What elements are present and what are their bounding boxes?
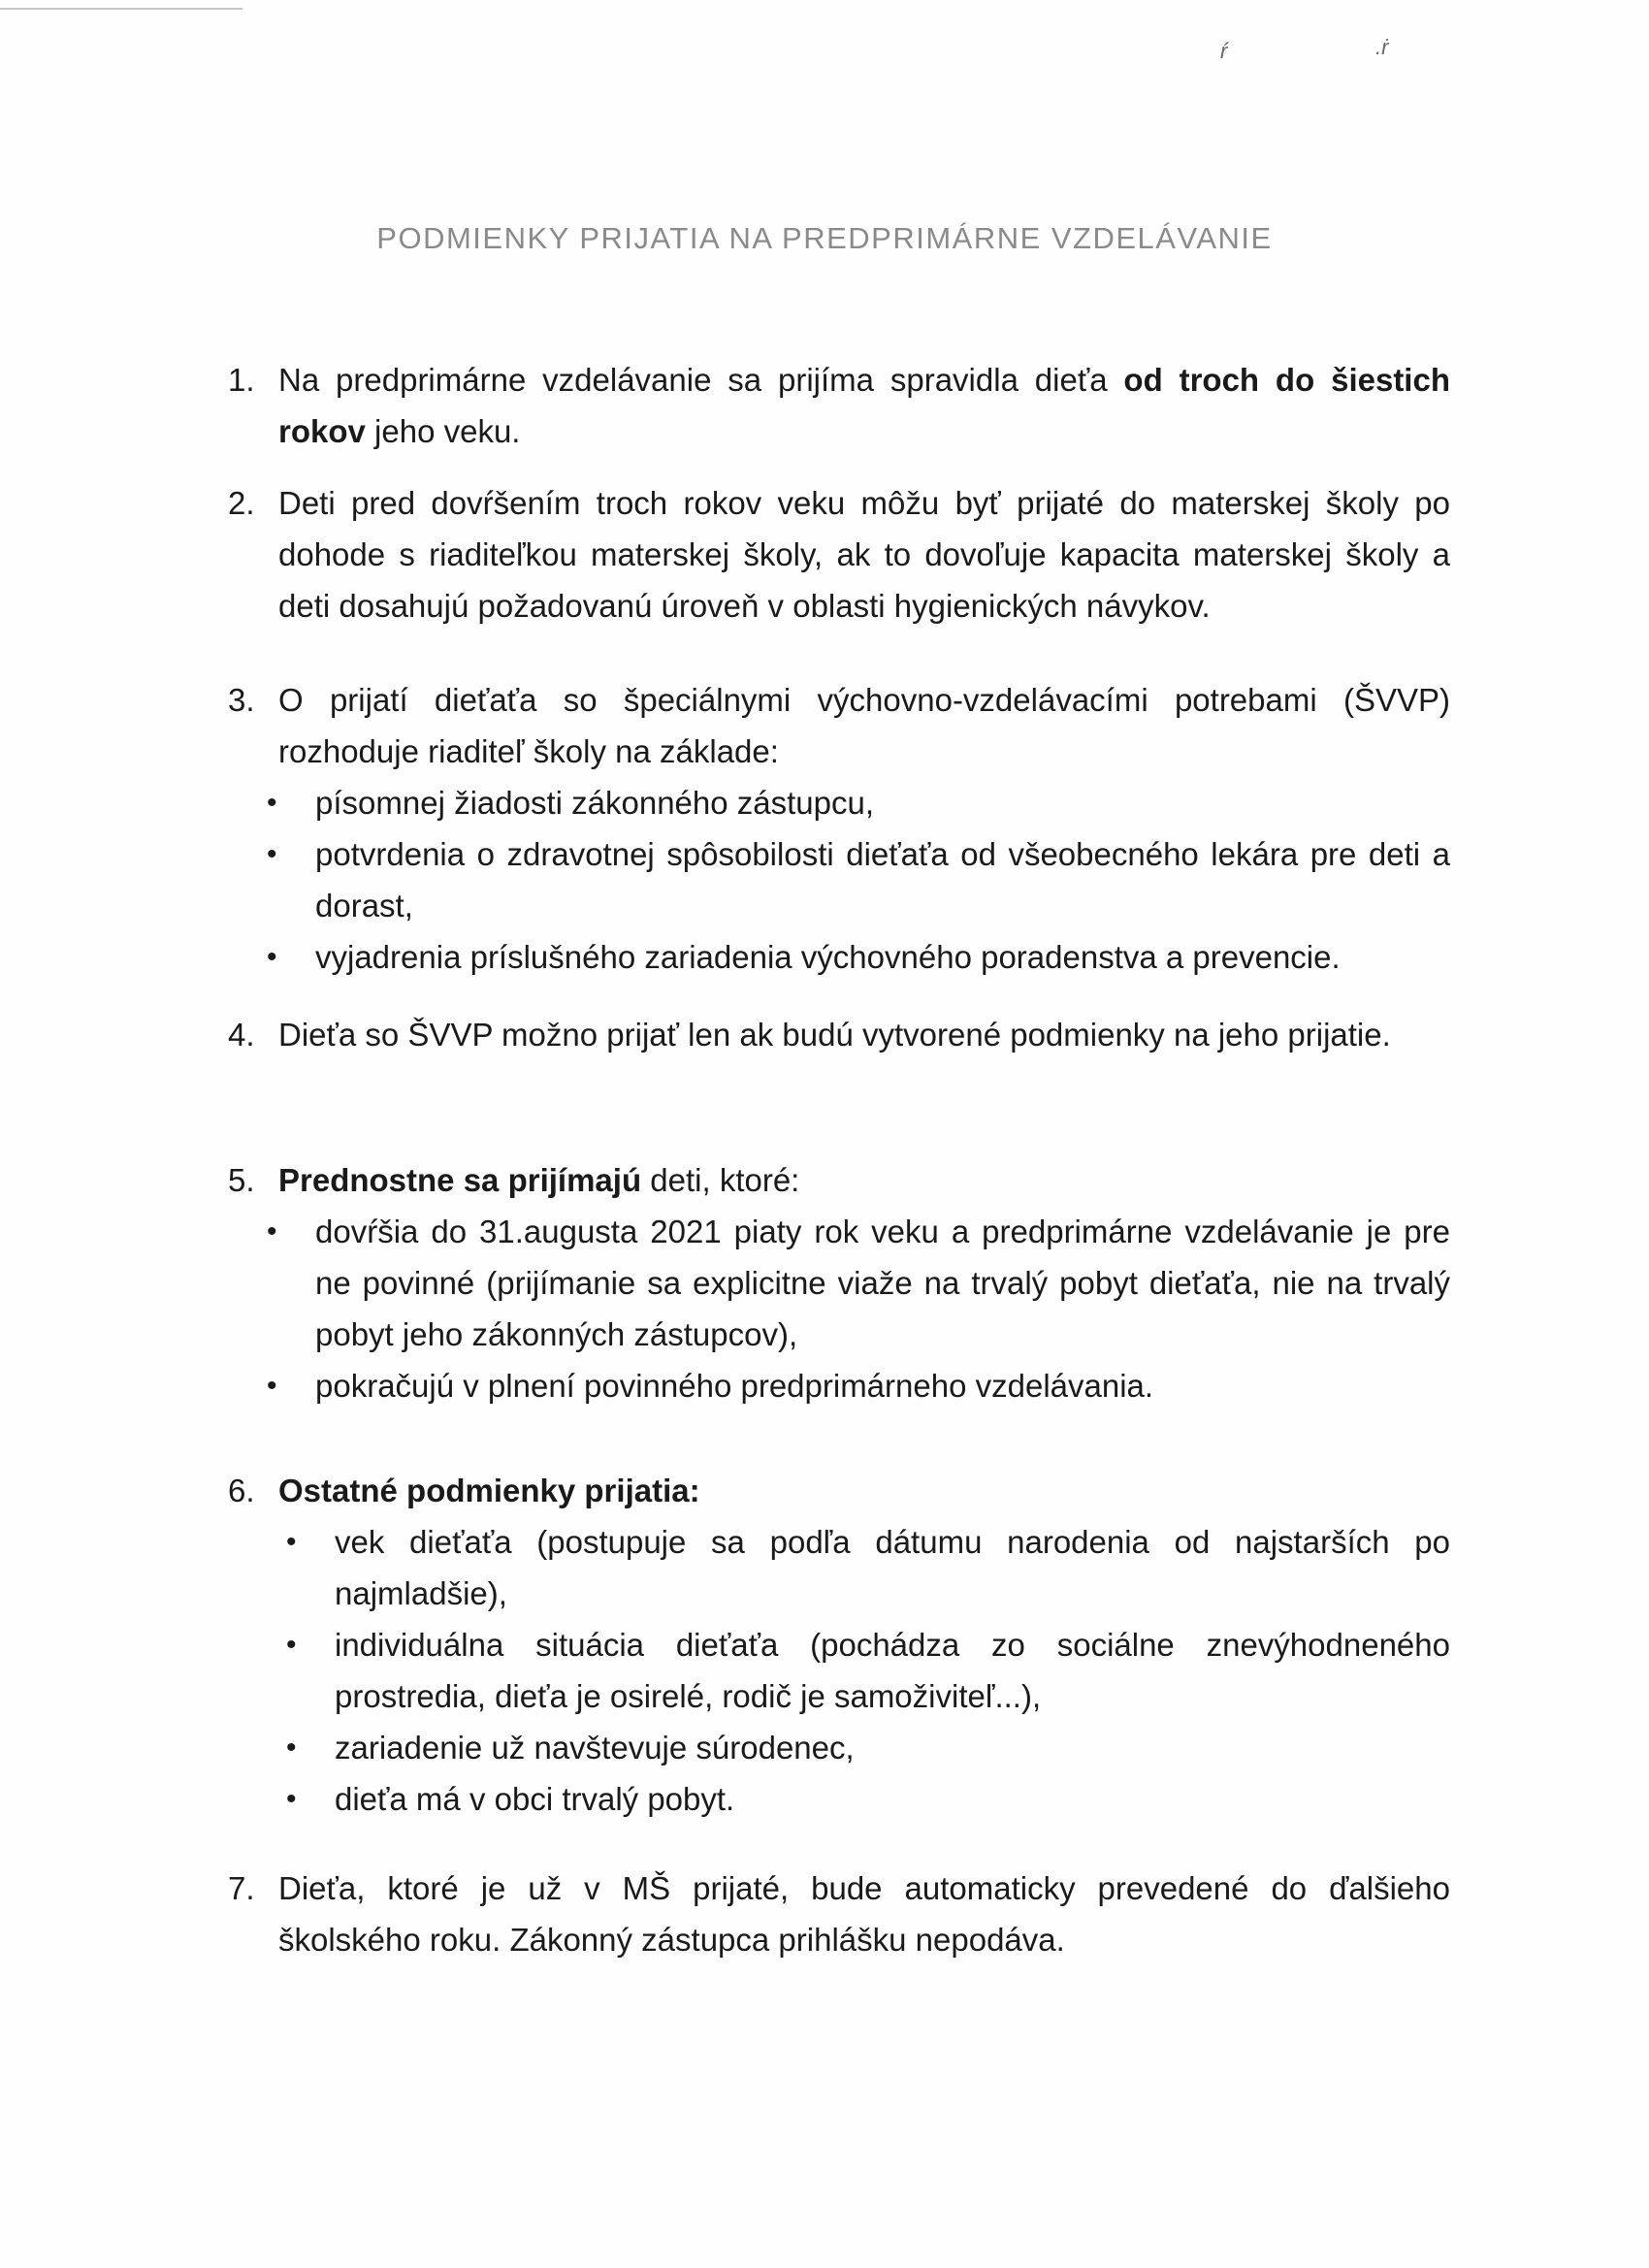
- item-text: Dieťa, ktoré je už v MŠ prijaté, bude automaticky prevedené do ďalšieho školského roku. Zákonný zástupca prihlášku nepodáva.: [278, 1870, 1450, 1958]
- item-number: 4.: [228, 1017, 255, 1053]
- list-item-4: [228, 1009, 1450, 1060]
- item-text: O prijatí dieťaťa so špeciálnymi výchovno-vzdelávacími potrebami (ŠVVP) rozhoduje riaditeľ školy na základe: • písomnej žiadosti zákonného zástupcu, • potvrdenia o zdravotnej spôsobilosti dieťaťa od všeobecného lekára pre deti a dorast, • vyjadrenia príslušného zariadenia výchovného poradenstva a prevencie.: [278, 674, 1450, 983]
- item-text: Dieťa so ŠVVP možno prijať len ak budú vytvorené podmienky na jeho prijatie.: [278, 1017, 1391, 1053]
- scan-speck: .ṙ: [1375, 35, 1389, 59]
- scan-artifact-line: [0, 8, 242, 10]
- list-item-6: [228, 1465, 1450, 1825]
- document-title: PODMIENKY PRIJATIA NA PREDPRIMÁRNE VZDELÁVANIE: [376, 221, 1273, 255]
- bullet-item: • individuálna situácia dieťaťa (pochádza zo sociálne znevýhodneného prostredia, dieťa je osirelé, rodič je samoživiteľ...),: [228, 1619, 1450, 1722]
- bullet-icon: •: [286, 1783, 297, 1815]
- bullet-item: • písomnej žiadosti zákonného zástupcu,: [228, 777, 1450, 828]
- list-item-5: [228, 1154, 1450, 1411]
- item-text: Na predprimárne vzdelávanie sa prijíma spravidla dieťa od troch do šiestich rokov jeho veku.: [278, 362, 1450, 449]
- bullet-list: [267, 777, 1450, 983]
- bullet-item: • vyjadrenia príslušného zariadenia výchovného poradenstva a prevencie.: [228, 931, 1450, 983]
- bullet-icon: •: [267, 941, 277, 973]
- item-number: 6.: [228, 1473, 255, 1508]
- item-number: 2.: [228, 485, 255, 521]
- bullet-list: [267, 1206, 1450, 1411]
- item-number: 1.: [228, 362, 255, 398]
- item-number: 7.: [228, 1870, 255, 1906]
- list-item-2: [228, 477, 1450, 632]
- bullet-item: • dovŕšia do 31.augusta 2021 piaty rok veku a predprimárne vzdelávanie je pre ne povinné (prijímanie sa explicitne viaže na trvalý pobyt dieťaťa, nie na trvalý pobyt jeho zákonných zástupcov),: [228, 1206, 1450, 1360]
- bullet-icon: •: [286, 1526, 297, 1558]
- item-text: Deti pred dovŕšením troch rokov veku môžu byť prijaté do materskej školy po dohode s riaditeľkou materskej školy, ak to dovoľuje kapacita materskej školy a deti dosahujú požadovanú úroveň v oblasti hygienických návykov.: [278, 485, 1450, 624]
- bullet-icon: •: [267, 1370, 277, 1402]
- scan-speck: ŕ: [1220, 39, 1228, 63]
- item-text: Ostatné podmienky prijatia: • vek dieťaťa (postupuje sa podľa dátumu narodenia od najstarších po najmladšie), • individuálna situácia dieťaťa (pochádza zo sociálne znevýhodneného prostredia, dieťa je osirelé, rodič je samoživiteľ...), • zariadenie už navštevuje súrodenec, • dieťa má v obci trvalý pobyt.: [278, 1465, 1450, 1825]
- item-number: 3.: [228, 682, 255, 718]
- bullet-item: • dieťa má v obci trvalý pobyt.: [228, 1773, 1450, 1825]
- bullet-icon: •: [267, 838, 277, 870]
- bullet-list: [278, 1516, 1450, 1825]
- list-item-7: [228, 1863, 1450, 1965]
- bullet-icon: •: [267, 787, 277, 819]
- bullet-item: • vek dieťaťa (postupuje sa podľa dátumu narodenia od najstarších po najmladšie),: [228, 1516, 1450, 1619]
- bullet-item: • potvrdenia o zdravotnej spôsobilosti dieťaťa od všeobecného lekára pre deti a dorast,: [228, 828, 1450, 931]
- bullet-item: • zariadenie už navštevuje súrodenec,: [228, 1722, 1450, 1773]
- bullet-item: • pokračujú v plnení povinného predprimárneho vzdelávania.: [228, 1360, 1450, 1411]
- item-text: Prednostne sa prijímajú deti, ktoré: • dovŕšia do 31.augusta 2021 piaty rok veku a predprimárne vzdelávanie je pre ne povinné (prijímanie sa explicitne viaže na trvalý pobyt dieťaťa, nie na trvalý pobyt jeho zákonných zástupcov), • pokračujú v plnení povinného predprimárneho vzdelávania.: [278, 1154, 1450, 1411]
- list-item-3: [228, 674, 1450, 983]
- bullet-icon: •: [267, 1215, 277, 1247]
- bullet-icon: •: [286, 1732, 297, 1764]
- list-item-1: [228, 354, 1450, 457]
- bullet-icon: •: [286, 1629, 297, 1661]
- item-number: 5.: [228, 1162, 255, 1198]
